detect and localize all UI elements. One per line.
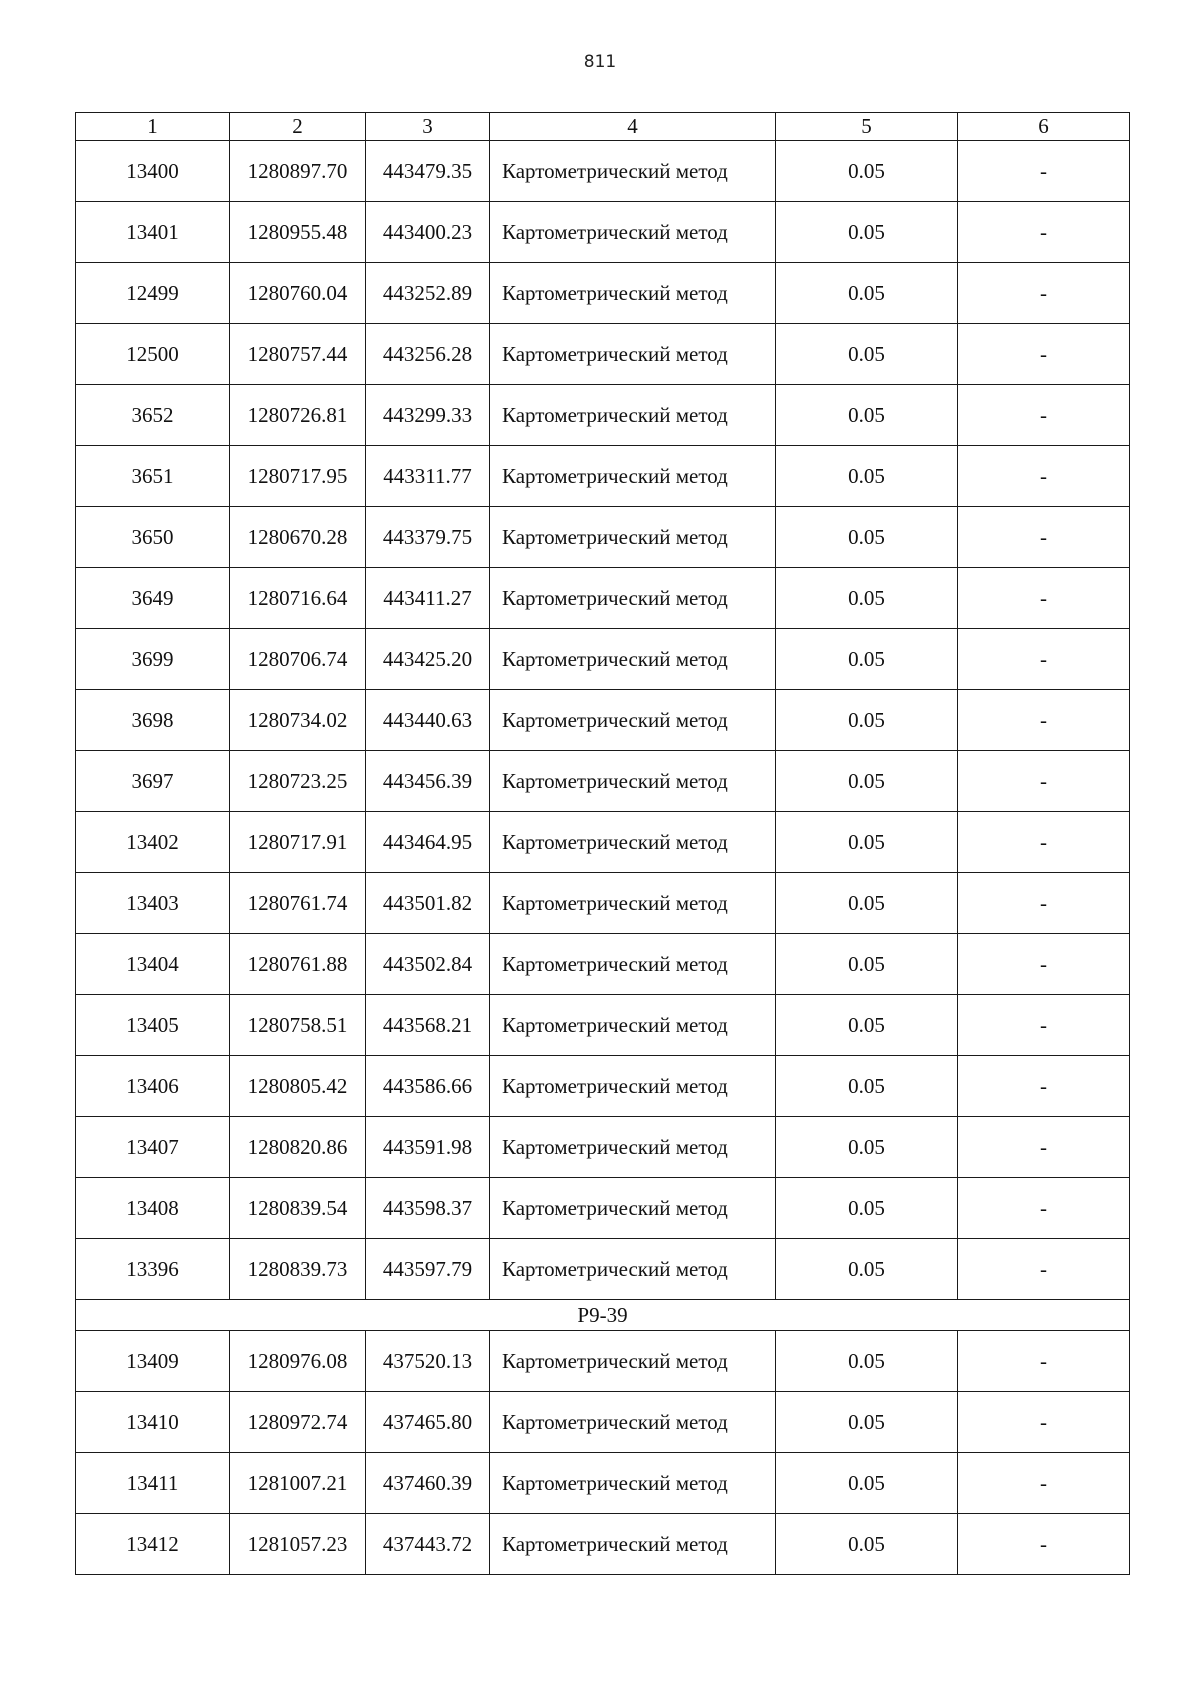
method-cell: Картометрический метод — [490, 263, 776, 324]
point-id-cell: 13402 — [76, 812, 230, 873]
method-cell: Картометрический метод — [490, 202, 776, 263]
accuracy-cell: 0.05 — [776, 1392, 958, 1453]
accuracy-cell: 0.05 — [776, 507, 958, 568]
method-cell: Картометрический метод — [490, 1117, 776, 1178]
method-cell: Картометрический метод — [490, 934, 776, 995]
y-coordinate-cell: 443464.95 — [366, 812, 490, 873]
table-row — [76, 690, 1130, 751]
y-coordinate-cell: 443311.77 — [366, 446, 490, 507]
accuracy-cell: 0.05 — [776, 202, 958, 263]
y-coordinate-cell: 443598.37 — [366, 1178, 490, 1239]
note-cell: - — [958, 568, 1130, 629]
point-id-cell: 13411 — [76, 1453, 230, 1514]
y-coordinate-cell: 443252.89 — [366, 263, 490, 324]
y-coordinate-cell: 443568.21 — [366, 995, 490, 1056]
note-cell: - — [958, 385, 1130, 446]
accuracy-cell: 0.05 — [776, 934, 958, 995]
method-cell: Картометрический метод — [490, 1453, 776, 1514]
page-number: 811 — [583, 52, 617, 72]
x-coordinate-cell: 1280760.04 — [230, 263, 366, 324]
point-id-cell: 13410 — [76, 1392, 230, 1453]
x-coordinate-cell: 1280717.91 — [230, 812, 366, 873]
y-coordinate-cell: 437443.72 — [366, 1514, 490, 1575]
x-coordinate-cell: 1280972.74 — [230, 1392, 366, 1453]
table-row — [76, 1117, 1130, 1178]
x-coordinate-cell: 1280757.44 — [230, 324, 366, 385]
y-coordinate-cell: 443501.82 — [366, 873, 490, 934]
method-cell: Картометрический метод — [490, 751, 776, 812]
y-coordinate-cell: 443479.35 — [366, 141, 490, 202]
method-cell: Картометрический метод — [490, 1239, 776, 1300]
y-coordinate-cell: 443256.28 — [366, 324, 490, 385]
x-coordinate-cell: 1280716.64 — [230, 568, 366, 629]
table-row — [76, 1239, 1130, 1300]
note-cell: - — [958, 202, 1130, 263]
x-coordinate-cell: 1280820.86 — [230, 1117, 366, 1178]
method-cell: Картометрический метод — [490, 1056, 776, 1117]
accuracy-cell: 0.05 — [776, 1117, 958, 1178]
table-row — [76, 507, 1130, 568]
point-id-cell: 12499 — [76, 263, 230, 324]
method-cell: Картометрический метод — [490, 1178, 776, 1239]
y-coordinate-cell: 443411.27 — [366, 568, 490, 629]
note-cell: - — [958, 263, 1130, 324]
x-coordinate-cell: 1280897.70 — [230, 141, 366, 202]
y-coordinate-cell: 443299.33 — [366, 385, 490, 446]
method-cell: Картометрический метод — [490, 690, 776, 751]
note-cell: - — [958, 1178, 1130, 1239]
table-row — [76, 1392, 1130, 1453]
accuracy-cell: 0.05 — [776, 324, 958, 385]
x-coordinate-cell: 1280805.42 — [230, 1056, 366, 1117]
header-col-6: 6 — [958, 113, 1130, 141]
point-id-cell: 3699 — [76, 629, 230, 690]
point-id-cell: 13405 — [76, 995, 230, 1056]
x-coordinate-cell: 1280726.81 — [230, 385, 366, 446]
table-row — [76, 568, 1130, 629]
point-id-cell: 3697 — [76, 751, 230, 812]
table-row — [76, 934, 1130, 995]
point-id-cell: 3650 — [76, 507, 230, 568]
method-cell: Картометрический метод — [490, 141, 776, 202]
point-id-cell: 3651 — [76, 446, 230, 507]
note-cell: - — [958, 934, 1130, 995]
note-cell: - — [958, 690, 1130, 751]
accuracy-cell: 0.05 — [776, 690, 958, 751]
point-id-cell: 13400 — [76, 141, 230, 202]
accuracy-cell: 0.05 — [776, 568, 958, 629]
method-cell: Картометрический метод — [490, 507, 776, 568]
method-cell: Картометрический метод — [490, 446, 776, 507]
method-cell: Картометрический метод — [490, 873, 776, 934]
note-cell: - — [958, 1392, 1130, 1453]
x-coordinate-cell: 1280955.48 — [230, 202, 366, 263]
method-cell: Картометрический метод — [490, 568, 776, 629]
coordinates-table — [75, 112, 1130, 1575]
point-id-cell: 3652 — [76, 385, 230, 446]
y-coordinate-cell: 437465.80 — [366, 1392, 490, 1453]
method-cell: Картометрический метод — [490, 1392, 776, 1453]
y-coordinate-cell: 443597.79 — [366, 1239, 490, 1300]
table-body — [76, 141, 1130, 1575]
note-cell: - — [958, 1453, 1130, 1514]
point-id-cell: 3698 — [76, 690, 230, 751]
table-row — [76, 873, 1130, 934]
accuracy-cell: 0.05 — [776, 1331, 958, 1392]
accuracy-cell: 0.05 — [776, 1239, 958, 1300]
point-id-cell: 12500 — [76, 324, 230, 385]
header-col-4: 4 — [490, 113, 776, 141]
method-cell: Картометрический метод — [490, 812, 776, 873]
accuracy-cell: 0.05 — [776, 385, 958, 446]
table-row — [76, 629, 1130, 690]
x-coordinate-cell: 1280670.28 — [230, 507, 366, 568]
accuracy-cell: 0.05 — [776, 446, 958, 507]
x-coordinate-cell: 1281007.21 — [230, 1453, 366, 1514]
accuracy-cell: 0.05 — [776, 995, 958, 1056]
accuracy-cell: 0.05 — [776, 1514, 958, 1575]
table-row — [76, 324, 1130, 385]
accuracy-cell: 0.05 — [776, 1178, 958, 1239]
table-row — [76, 1514, 1130, 1575]
accuracy-cell: 0.05 — [776, 141, 958, 202]
accuracy-cell: 0.05 — [776, 1453, 958, 1514]
y-coordinate-cell: 443379.75 — [366, 507, 490, 568]
y-coordinate-cell: 437520.13 — [366, 1331, 490, 1392]
table-row — [76, 263, 1130, 324]
note-cell: - — [958, 324, 1130, 385]
header-col-5: 5 — [776, 113, 958, 141]
table-row — [76, 1331, 1130, 1392]
x-coordinate-cell: 1281057.23 — [230, 1514, 366, 1575]
accuracy-cell: 0.05 — [776, 812, 958, 873]
note-cell: - — [958, 1331, 1130, 1392]
y-coordinate-cell: 443586.66 — [366, 1056, 490, 1117]
accuracy-cell: 0.05 — [776, 1056, 958, 1117]
point-id-cell: 13407 — [76, 1117, 230, 1178]
point-id-cell: 13401 — [76, 202, 230, 263]
header-col-3: 3 — [366, 113, 490, 141]
header-col-2: 2 — [230, 113, 366, 141]
note-cell: - — [958, 812, 1130, 873]
table-row — [76, 141, 1130, 202]
y-coordinate-cell: 443456.39 — [366, 751, 490, 812]
y-coordinate-cell: 443400.23 — [366, 202, 490, 263]
note-cell: - — [958, 507, 1130, 568]
x-coordinate-cell: 1280758.51 — [230, 995, 366, 1056]
y-coordinate-cell: 443440.63 — [366, 690, 490, 751]
x-coordinate-cell: 1280839.73 — [230, 1239, 366, 1300]
x-coordinate-cell: 1280839.54 — [230, 1178, 366, 1239]
y-coordinate-cell: 443502.84 — [366, 934, 490, 995]
point-id-cell: 13396 — [76, 1239, 230, 1300]
table-row — [76, 1056, 1130, 1117]
table-row — [76, 1178, 1130, 1239]
method-cell: Картометрический метод — [490, 995, 776, 1056]
table-row — [76, 1453, 1130, 1514]
x-coordinate-cell: 1280723.25 — [230, 751, 366, 812]
table-header — [76, 113, 1130, 141]
note-cell: - — [958, 1514, 1130, 1575]
x-coordinate-cell: 1280761.74 — [230, 873, 366, 934]
note-cell: - — [958, 1117, 1130, 1178]
method-cell: Картометрический метод — [490, 385, 776, 446]
table-row — [76, 202, 1130, 263]
point-id-cell: 13403 — [76, 873, 230, 934]
note-cell: - — [958, 995, 1130, 1056]
table-row — [76, 385, 1130, 446]
accuracy-cell: 0.05 — [776, 629, 958, 690]
header-col-1: 1 — [76, 113, 230, 141]
point-id-cell: 13408 — [76, 1178, 230, 1239]
note-cell: - — [958, 629, 1130, 690]
section-row — [76, 1300, 1130, 1331]
x-coordinate-cell: 1280734.02 — [230, 690, 366, 751]
note-cell: - — [958, 446, 1130, 507]
accuracy-cell: 0.05 — [776, 751, 958, 812]
table-row — [76, 812, 1130, 873]
note-cell: - — [958, 873, 1130, 934]
x-coordinate-cell: 1280761.88 — [230, 934, 366, 995]
point-id-cell: 13406 — [76, 1056, 230, 1117]
point-id-cell: 3649 — [76, 568, 230, 629]
note-cell: - — [958, 1056, 1130, 1117]
x-coordinate-cell: 1280706.74 — [230, 629, 366, 690]
table-row — [76, 995, 1130, 1056]
point-id-cell: 13412 — [76, 1514, 230, 1575]
table-row — [76, 751, 1130, 812]
x-coordinate-cell: 1280976.08 — [230, 1331, 366, 1392]
note-cell: - — [958, 1239, 1130, 1300]
x-coordinate-cell: 1280717.95 — [230, 446, 366, 507]
y-coordinate-cell: 443425.20 — [366, 629, 490, 690]
method-cell: Картометрический метод — [490, 324, 776, 385]
y-coordinate-cell: 437460.39 — [366, 1453, 490, 1514]
point-id-cell: 13404 — [76, 934, 230, 995]
y-coordinate-cell: 443591.98 — [366, 1117, 490, 1178]
method-cell: Картометрический метод — [490, 1331, 776, 1392]
accuracy-cell: 0.05 — [776, 263, 958, 324]
point-id-cell: 13409 — [76, 1331, 230, 1392]
table-row — [76, 446, 1130, 507]
header-row — [76, 113, 1130, 141]
method-cell: Картометрический метод — [490, 629, 776, 690]
note-cell: - — [958, 751, 1130, 812]
accuracy-cell: 0.05 — [776, 873, 958, 934]
section-label: Р9-39 — [76, 1300, 1130, 1331]
method-cell: Картометрический метод — [490, 1514, 776, 1575]
note-cell: - — [958, 141, 1130, 202]
